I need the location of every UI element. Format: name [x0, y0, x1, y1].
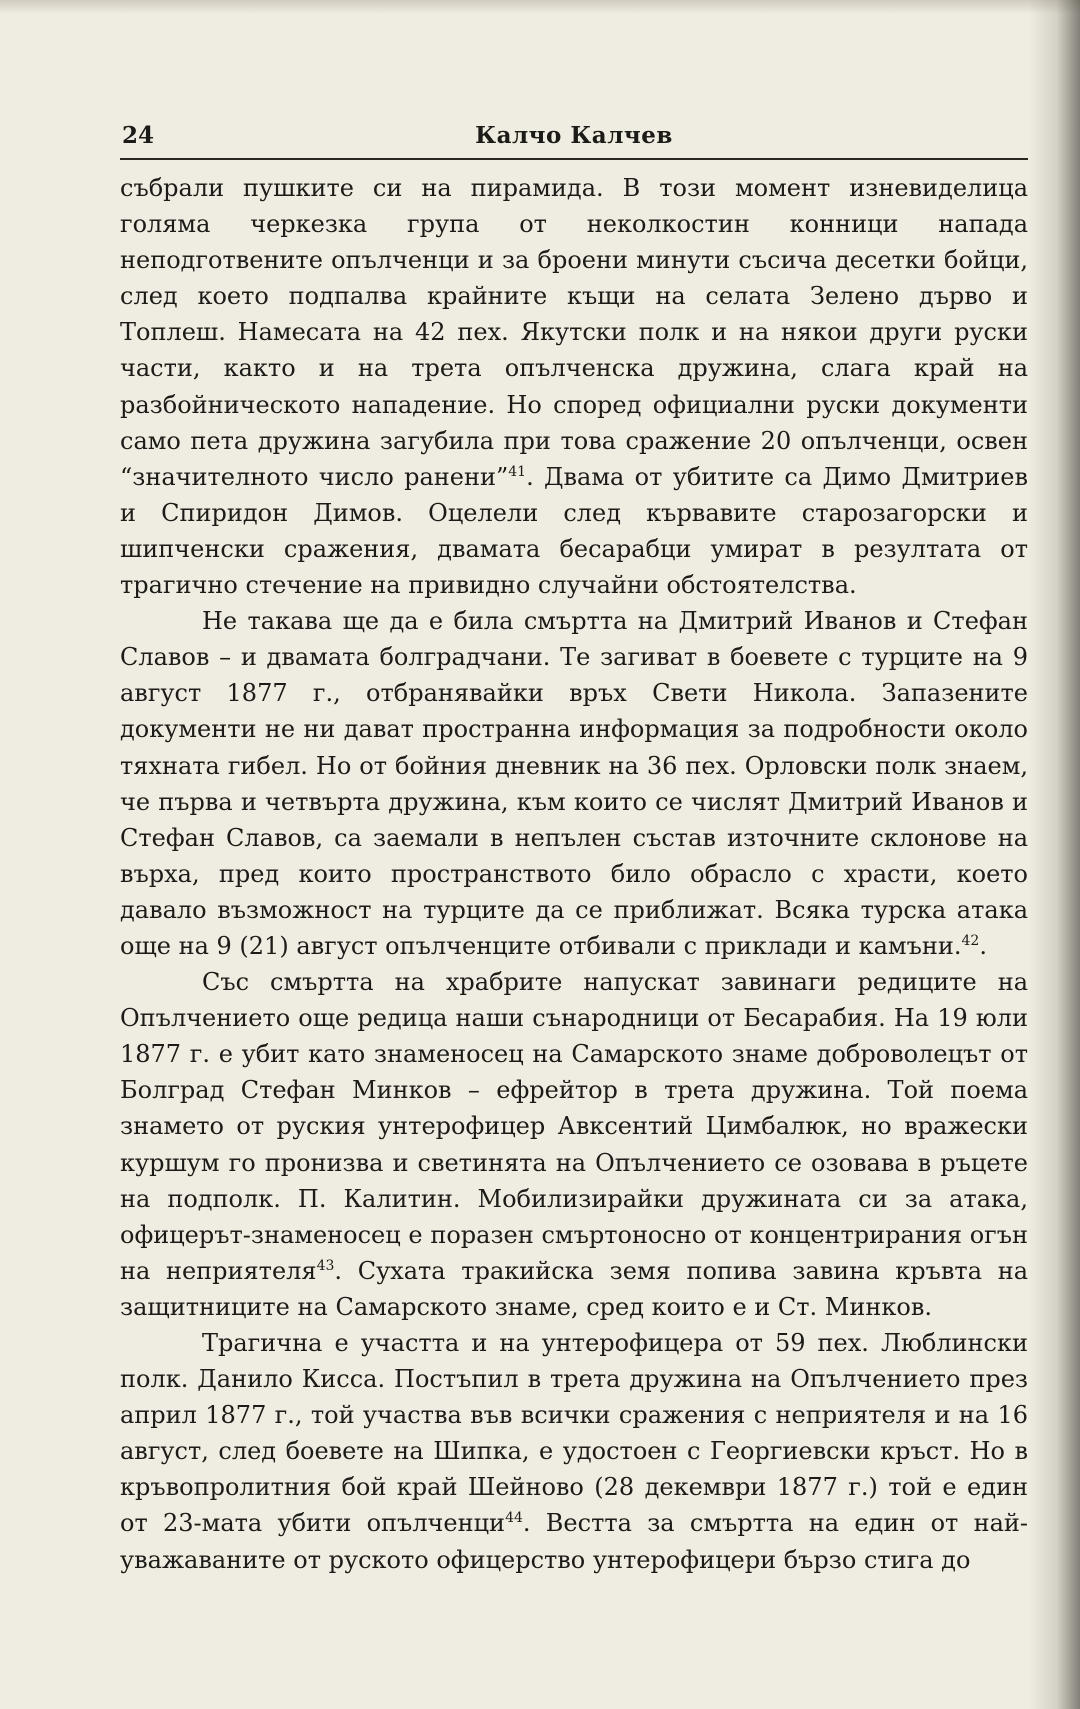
- text-segment: Не такава ще да е била смъртта на Дмитрий Иванов и Стефан Славов – и двамата болградчани. Те загиват в боевете с турците на 9 август 1877 г., отбранявайки връх Свети Никола. Запазените документи не ни дават пространна информация за подробности около тяхната гибел. Но от бойния дневник на 36 пех. Орловски полк знаем, че първа и четвърта дружина, към които се числят Дмитрий Иванов и Стефан Славов, са заемали в непълен състав източните склонове на върха, пред които пространството било обрасло с храсти, което давало възможност на турците да се приближат. Всяка турска атака още на 9 (21) август опълченците отбивали с приклади и камъни.: [120, 607, 1028, 960]
- body-text: [120, 170, 1028, 1578]
- page-top-shadow: [0, 0, 1080, 14]
- text-segment: . Вестта за смъртта на един от най-уважаваните от руското офицерство унтерофицери бързо стига до: [120, 1509, 1029, 1574]
- text-segment: . Двама от убитите са Димо Дмитриев и Спиридон Димов. Оцелели след кървавите старозагорски и шипченски сражения, двамата бесарабци умират в резултата от трагично стечение на привидно случайни обстоятелства.: [120, 462, 1028, 600]
- footnote-ref: 43: [316, 1257, 335, 1274]
- text-segment: събрали пушките си на пирамида. В този момент изневиделица голяма черкезка група от неколкостин конници напада неподготвените опълченци и за броени минути съсича десетки бойци, след което подпалва крайните къщи на селата Зелено дърво и Топлеш. Намесата на 42 пех. Якутски полк и на някои други руски части, както и на трета опълченска дружина, слага край на разбойническото нападение. Но според официални руски документи само пета дружина загубила при това сражение 20 опълченци, освен “значителното число ранени”: [120, 174, 1028, 491]
- text-segment: .: [979, 931, 987, 960]
- text-segment: Със смъртта на храбрите напускат завинаги редиците на Опълчението още редица наши сънародници от Бесарабия. На 19 юли 1877 г. е убит като знаменосец на Самарското знаме доброволецът от Болград Стефан Минков – ефрейтор в трета дружина. Той поема знамето от руския унтерофицер Авксентий Цимбалюк, но вражески куршум го пронизва и светинята на Опълчението се озовава в ръцете на подполк. П. Калитин. Мобилизирайки дружината си за атака, офицерът-знаменосец е поразен смъртоносно от концентрирания огън на неприятеля: [120, 968, 1028, 1285]
- paragraph: [120, 170, 1028, 603]
- footnote-ref: 44: [505, 1510, 523, 1527]
- text-segment: . Сухата тракийска земя попива завина кръвта на защитниците на Самарското знаме, сред които е и Ст. Минков.: [120, 1256, 1029, 1321]
- paragraph: [120, 603, 1028, 964]
- running-head-author: Калчо Калчев: [475, 122, 673, 149]
- page-binding-shadow: [1028, 0, 1080, 1709]
- paragraph: [120, 1325, 1028, 1578]
- page-number: 24: [122, 122, 155, 149]
- paragraph: [120, 964, 1028, 1325]
- footnote-ref: 41: [508, 463, 527, 480]
- page-header: [120, 118, 1028, 160]
- footnote-ref: 42: [961, 932, 980, 949]
- text-segment: Трагична е участта и на унтерофицера от 59 пех. Люблински полк. Данило Кисса. Постъпил в трета дружина на Опълчението през април 1877 г., той участва във всички сражения с неприятеля и на 16 август, след боевете на Шипка, е удостоен с Георгиевски кръст. Но в кръвопролитния бой край Шейново (28 декември 1877 г.) той е един от 23-мата убити опълченци: [120, 1329, 1028, 1538]
